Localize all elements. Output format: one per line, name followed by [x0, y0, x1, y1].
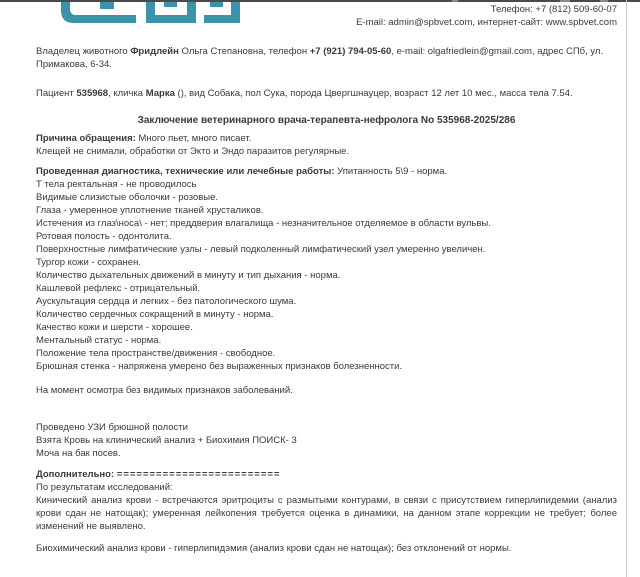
- summary-line: На момент осмотра без видимых признаков заболеваний.: [36, 385, 293, 396]
- diagnostics-block: [36, 165, 617, 373]
- finding-line: Ментальный статус - норма.: [36, 335, 162, 346]
- reason-block: [36, 132, 617, 158]
- diagnostics-label: Проведенная диагностика, технические или лечебные работы:: [36, 166, 335, 177]
- finding-line: Истечения из глаз\носа\ - нет; преддверия влагалища - незначительное отделяемое в области вульвы.: [36, 218, 491, 229]
- procedure-line: Проведено УЗИ брюшной полости: [36, 422, 188, 433]
- clinic-contact-block: [36, 0, 617, 29]
- results-paragraph: Кинический анализ крови - встречаются эритроциты с размытыми контурами, в связи с присутствием гиперлипидемии (анализ крови сдан не натощак); умеренная лейкопения требуется оценка в динамики, на данном этапе коррекции не требует; более изменений не выявлено.: [36, 495, 617, 532]
- finding-line: Тургор кожи - сохранен.: [36, 257, 141, 268]
- finding-line: Т тела ректальная - не проводилось: [36, 179, 197, 190]
- additional-separator: =========================: [116, 469, 281, 480]
- finding-line: Поверхностные лимфатические узлы - левый подколенный лимфатический узел умеренно увеличен.: [36, 244, 486, 255]
- clinic-phone: Телефон: +7 (812) 509-60-07: [490, 4, 617, 15]
- reason-note: Клещей не снимали, обработки от Экто и Эндо паразитов регулярные.: [36, 146, 350, 157]
- owner-phone: +7 (921) 794-05-60: [309, 46, 392, 57]
- reason-line: [36, 132, 617, 145]
- finding-line: Видимые слизистые оболочки - розовые.: [36, 192, 219, 203]
- finding-line: Аускультация сердца и легких - без патологического шума.: [36, 296, 297, 307]
- additional-line: [36, 468, 617, 481]
- procedure-line: Взята Кровь на клинический анализ + Биохимия ПОИСК- 3: [36, 435, 297, 446]
- page-right-edge: [626, 0, 627, 577]
- procedure-line: Моча на бак посев.: [36, 448, 121, 459]
- owner-prefix: Владелец животного: [36, 46, 131, 57]
- owner-paragraph: [36, 45, 617, 71]
- finding-line: Положение тела пространстве/движения - свободное.: [36, 348, 276, 359]
- owner-mid: Ольга Степановна, телефон: [178, 46, 310, 57]
- patient-nickname: Марка: [145, 88, 175, 99]
- patient-id: 535968: [76, 88, 109, 99]
- patient-prefix: Пациент: [36, 88, 77, 99]
- finding-line: Качество кожи и шерсти - хорошее.: [36, 322, 193, 333]
- biochem-line: Биохимический анализ крови - гиперлипидэмия (анализ крови сдан не натощак); без отклонений от нормы.: [36, 543, 512, 554]
- patient-paragraph: [36, 87, 617, 100]
- owner-suffix: , e-mail: olgafriedlein@gmail.com, адрес СПб, ул. Примакова, 6-34.: [36, 46, 604, 70]
- finding-line: Количество дыхательных движений в минуту и тип дыхания - норма.: [36, 270, 341, 281]
- patient-suffix: (), вид Собака, пол Сука, порода Цвергшнауцер, возраст 12 лет 10 мес., масса тела 7.54.: [174, 88, 573, 99]
- results-header: По результатам исследований:: [36, 482, 173, 493]
- clinic-email-site: E-mail: admin@spbvet.com, интернет-сайт: www.spbvet.com: [356, 17, 617, 28]
- diagnostics-line: [36, 165, 617, 178]
- owner-name: Фридлейн: [130, 46, 179, 57]
- diagnostics-text: Упитанность 5\9 - норма.: [334, 166, 448, 177]
- finding-line: Глаза - умеренное уплотнение тканей хрусталиков.: [36, 205, 264, 216]
- additional-label: Дополнительно:: [36, 469, 117, 480]
- document-body: [36, 0, 617, 555]
- finding-line: Кашлевой рефлекс - отрицательный.: [36, 283, 201, 294]
- reason-text: Много пьет, много писает.: [135, 133, 252, 144]
- finding-line: Брюшная стенка - напряжена умерено без выраженных признаков болезненности.: [36, 361, 403, 372]
- procedures-block: [36, 421, 617, 460]
- finding-line: Количество сердечных сокращений в минуту - норма.: [36, 309, 274, 320]
- patient-mid: , кличка: [108, 88, 146, 99]
- finding-line: Ротовая полость - одонтолита.: [36, 231, 172, 242]
- reason-label: Причина обращения:: [36, 133, 136, 144]
- report-title: Заключение ветеринарного врача-терапевта-нефролога No 535968-2025/286: [137, 115, 516, 126]
